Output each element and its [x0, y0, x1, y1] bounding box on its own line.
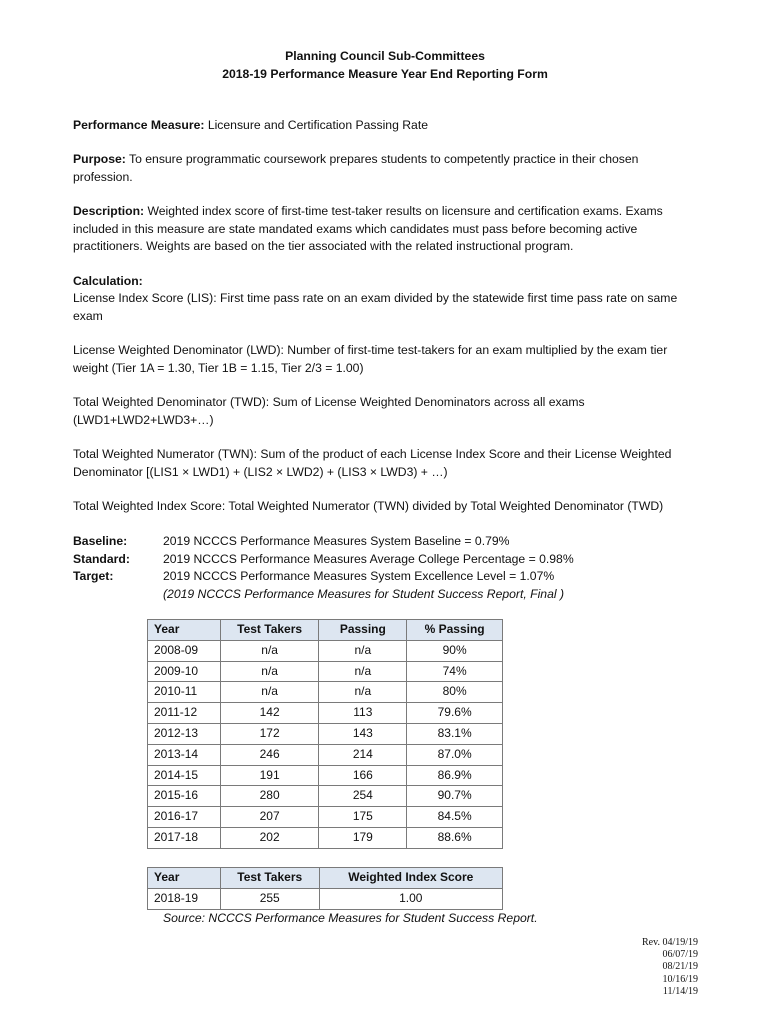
table-cell: 2011-12: [148, 703, 221, 724]
target-labels: [73, 533, 130, 586]
revision-dates: [642, 937, 698, 998]
table-row: [148, 827, 503, 848]
table-cell: 113: [319, 703, 407, 724]
col-header-year: Year: [148, 868, 221, 889]
table-cell: 255: [220, 888, 319, 909]
table-cell: 172: [220, 723, 319, 744]
standard-label: Standard:: [73, 551, 130, 566]
table-cell: 2013-14: [148, 744, 221, 765]
footer-source: Source: NCCCS Performance Measures for Student Success Report.: [163, 911, 538, 925]
col-header-weighted-index-score: Weighted Index Score: [319, 868, 502, 889]
table-header-row: [148, 868, 503, 889]
table-cell: 88.6%: [407, 827, 503, 848]
table-cell: 87.0%: [407, 744, 503, 765]
baseline-value: 2019 NCCCS Performance Measures System Baseline = 0.79%: [163, 534, 510, 548]
table-cell: 2008-09: [148, 640, 221, 661]
table-cell: 2016-17: [148, 807, 221, 828]
table-cell: 202: [220, 827, 319, 848]
table-cell: 79.6%: [407, 703, 503, 724]
table-cell: 2009-10: [148, 661, 221, 682]
table-cell: 1.00: [319, 888, 502, 909]
table-cell: 2015-16: [148, 786, 221, 807]
table-row: [148, 765, 503, 786]
table-row: [148, 703, 503, 724]
table-row: [148, 888, 503, 909]
table-header-row: [148, 620, 503, 641]
performance-measure-text: Licensure and Certification Passing Rate: [207, 118, 428, 132]
table-cell: n/a: [220, 682, 319, 703]
weighted-index-table: [147, 867, 503, 910]
calc-twd: Total Weighted Denominator (TWD): Sum of License Weighted Denominators across all exams (LWD1+LWD2+LWD3+…): [73, 395, 585, 427]
table-cell: 179: [319, 827, 407, 848]
standard-value: 2019 NCCCS Performance Measures Average College Percentage = 0.98%: [163, 551, 574, 566]
table-cell: 246: [220, 744, 319, 765]
revision-date: 06/07/19: [662, 949, 698, 961]
table-cell: 166: [319, 765, 407, 786]
col-header-test-takers: Test Takers: [220, 868, 319, 889]
table-cell: n/a: [220, 640, 319, 661]
calculation-label: Calculation:: [73, 274, 143, 288]
table-cell: 191: [220, 765, 319, 786]
table-cell: 83.1%: [407, 723, 503, 744]
calc-lis: License Index Score (LIS): First time pass rate on an exam divided by the statewide first time pass rate on same exam: [73, 291, 678, 323]
purpose-text: To ensure programmatic coursework prepares students to competently practice in their chosen profession.: [73, 152, 639, 184]
table-cell: n/a: [220, 661, 319, 682]
revision-date: Rev. 04/19/19: [641, 937, 698, 948]
calc-lwd: License Weighted Denominator (LWD): Number of first-time test-takers for an exam multiplied by the exam tier weight (Tier 1A = 1.30, Tier 1B = 1.15, Tier 2/3 = 1.00): [73, 343, 668, 375]
table-cell: 142: [220, 703, 319, 724]
table-row: [148, 786, 503, 807]
table-row: [148, 661, 503, 682]
title-line-2: 2018-19 Performance Measure Year End Reporting Form: [222, 67, 548, 81]
table-cell: 84.5%: [407, 807, 503, 828]
targets-source: (2019 NCCCS Performance Measures for Student Success Report, Final ): [163, 586, 564, 601]
table-row: [148, 723, 503, 744]
target-value: 2019 NCCCS Performance Measures System Excellence Level = 1.07%: [163, 569, 555, 583]
table-cell: 74%: [407, 661, 503, 682]
table-cell: 2010-11: [148, 682, 221, 703]
revision-date: 08/21/19: [662, 961, 698, 973]
col-header-year: Year: [148, 620, 221, 641]
table-cell: n/a: [319, 661, 407, 682]
performance-measure-label: Performance Measure:: [73, 118, 205, 132]
purpose-label: Purpose:: [73, 152, 126, 166]
table-cell: 207: [220, 807, 319, 828]
table-cell: n/a: [319, 682, 407, 703]
table-cell: 254: [319, 786, 407, 807]
revision-date: 11/14/19: [662, 985, 698, 997]
table-cell: 2014-15: [148, 765, 221, 786]
table-cell: n/a: [319, 640, 407, 661]
document-title: [73, 47, 697, 83]
table-row: [148, 640, 503, 661]
table-cell: 90%: [407, 640, 503, 661]
table-row: [148, 682, 503, 703]
table-row: [148, 807, 503, 828]
passing-rate-table: [147, 619, 503, 849]
table-cell: 2017-18: [148, 827, 221, 848]
target-values: [163, 533, 574, 603]
calc-twis: Total Weighted Index Score: Total Weighted Numerator (TWN) divided by Total Weighted Denominator (TWD): [73, 499, 664, 513]
description-label: Description:: [73, 204, 145, 218]
table-row: [148, 744, 503, 765]
description: [73, 203, 697, 256]
revision-date: 10/16/19: [662, 973, 698, 985]
baseline-label: Baseline:: [73, 534, 128, 548]
table-cell: 90.7%: [407, 786, 503, 807]
table-cell: 214: [319, 744, 407, 765]
table-cell: 143: [319, 723, 407, 744]
calc-twn: Total Weighted Numerator (TWN): Sum of the product of each License Index Score and their License Weighted Denominator [(LIS1 × LWD1) + (LIS2 × LWD2) + (LIS3 × LWD3) + …): [73, 447, 672, 479]
col-header-passing: Passing: [319, 620, 407, 641]
description-text: Weighted index score of first-time test-taker results on licensure and certification exams. Exams included in this measure are state mandated exams which candidates must pass before becoming active practitioners. Weights are based on the tier associated with the related instructional program.: [73, 204, 663, 253]
purpose: [73, 151, 697, 186]
table-cell: 86.9%: [407, 765, 503, 786]
table-cell: 2018-19: [148, 888, 221, 909]
performance-measure: [73, 117, 697, 135]
target-label: Target:: [73, 569, 114, 583]
col-header-percent-passing: % Passing: [407, 620, 503, 641]
table-cell: 280: [220, 786, 319, 807]
title-line-1: Planning Council Sub-Committees: [285, 49, 485, 63]
table-cell: 175: [319, 807, 407, 828]
table-cell: 80%: [407, 682, 503, 703]
col-header-test-takers: Test Takers: [220, 620, 319, 641]
table-cell: 2012-13: [148, 723, 221, 744]
